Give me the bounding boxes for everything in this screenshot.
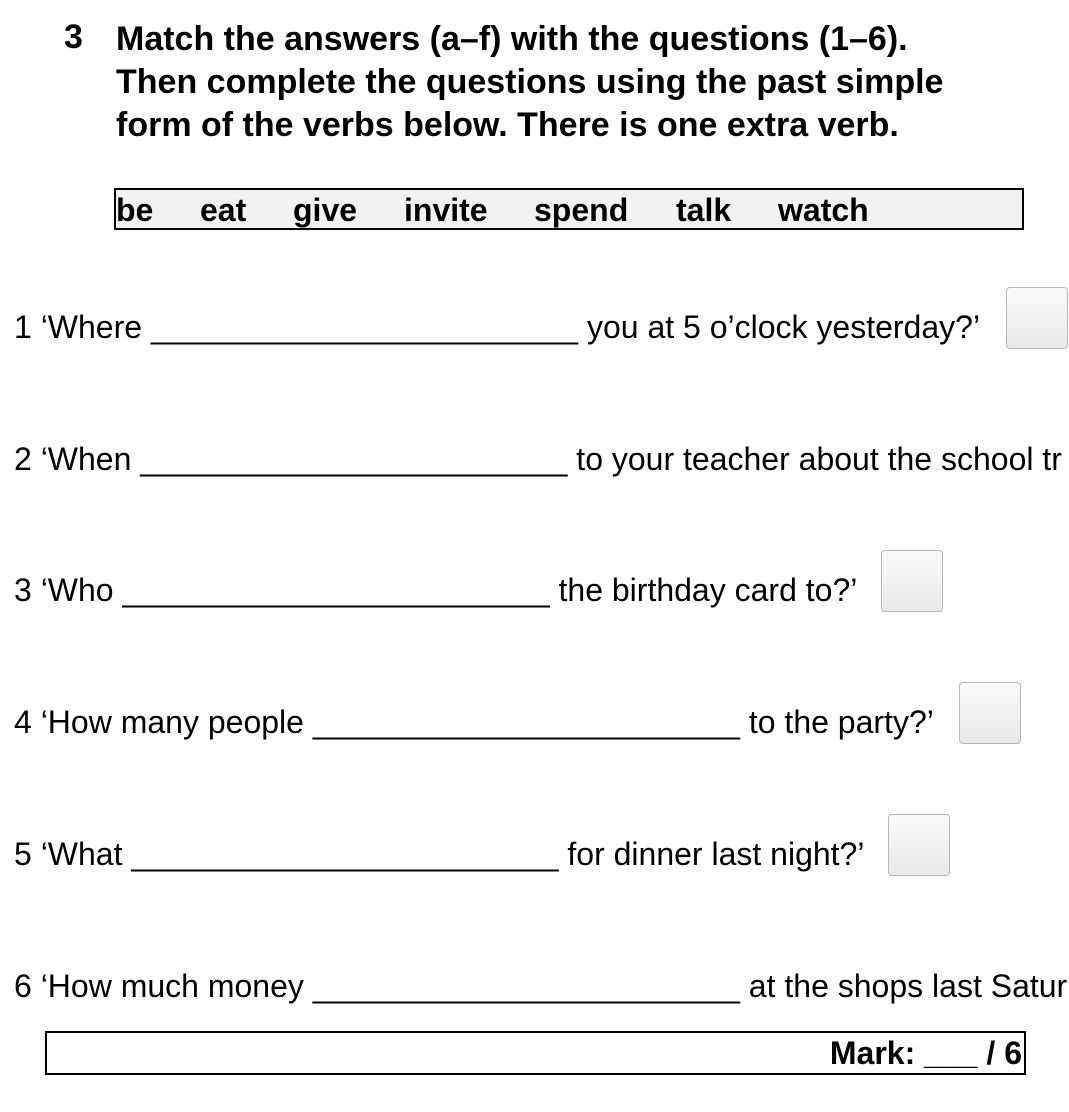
answer-box-5[interactable] [888, 814, 950, 876]
mark-box [45, 1031, 1026, 1075]
instruction-line: form of the verbs below. There is one extra verb. [116, 106, 899, 144]
word-watch: watch [778, 192, 869, 228]
question-suffix: to the party?’ [739, 704, 934, 740]
question-prefix: 3 ‘Who [14, 572, 123, 608]
question-suffix: at the shops last Satur [739, 968, 1068, 1004]
question-suffix: to your teacher about the school tr [567, 441, 1062, 477]
question-prefix: 5 ‘What [14, 836, 132, 872]
instructions [116, 18, 1036, 147]
question-suffix: for dinner last night?’ [558, 836, 865, 872]
question-2 [14, 441, 1062, 477]
mark-label: Mark: ___ / 6 [829, 1035, 1022, 1071]
exercise-number: 3 [64, 18, 83, 56]
answer-blank[interactable]: ________________________ [131, 836, 559, 872]
question-suffix: you at 5 o’clock yesterday?’ [578, 309, 981, 345]
word-give: give [293, 192, 358, 228]
answer-box-1[interactable] [1006, 287, 1068, 349]
answer-blank[interactable]: ________________________ [122, 572, 550, 608]
answer-blank[interactable]: ________________________ [312, 704, 740, 740]
answer-blank[interactable]: ________________________ [312, 968, 740, 1004]
question-5 [14, 836, 864, 872]
question-3 [14, 572, 857, 608]
question-prefix: 1 ‘Where [14, 309, 151, 345]
word-be: be [116, 192, 154, 228]
word-box [114, 188, 1024, 230]
answer-blank[interactable]: ________________________ [150, 309, 579, 345]
answer-box-3[interactable] [881, 550, 943, 612]
instruction-line: Match the answers (a–f) with the questions (1–6). [116, 20, 908, 58]
question-prefix: 2 ‘When [14, 441, 141, 477]
question-6 [14, 968, 1067, 1004]
question-4 [14, 704, 934, 740]
word-spend: spend [534, 192, 629, 228]
word-invite: invite [404, 192, 488, 228]
question-1 [14, 309, 980, 345]
instruction-line: Then complete the questions using the past simple [116, 63, 944, 101]
word-eat: eat [200, 192, 247, 228]
word-talk: talk [676, 192, 732, 228]
question-prefix: 6 ‘How much money [14, 968, 313, 1004]
question-suffix: the birthday card to?’ [549, 572, 858, 608]
question-prefix: 4 ‘How many people [14, 704, 313, 740]
answer-blank[interactable]: ________________________ [140, 441, 568, 477]
answer-box-4[interactable] [959, 682, 1021, 744]
